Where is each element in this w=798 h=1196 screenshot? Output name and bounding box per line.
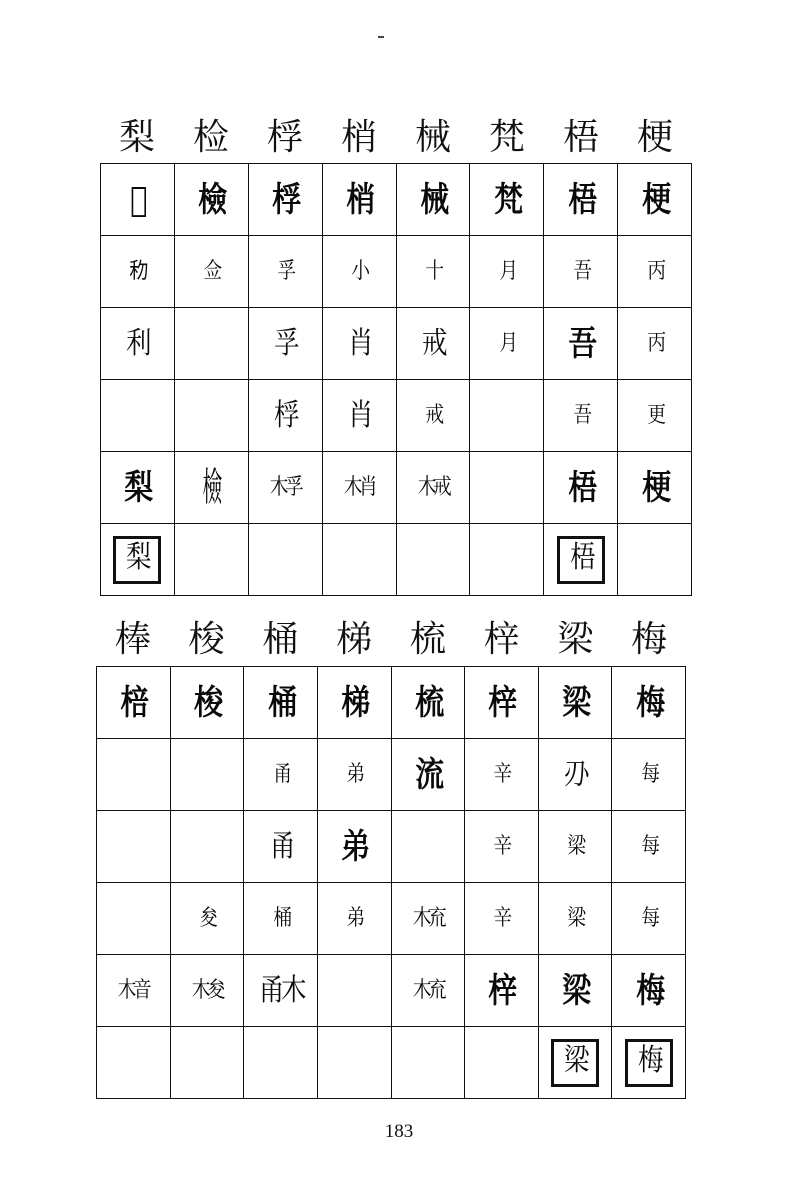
seal-glyph: 梭	[194, 682, 220, 723]
seal-glyph: 梁	[567, 833, 583, 859]
glyph-cell	[544, 452, 618, 524]
seal-glyph: 月	[499, 258, 515, 284]
seal-glyph: 佥	[203, 258, 219, 284]
glyph-cell	[391, 1027, 465, 1099]
header-char: 梵	[488, 117, 525, 158]
glyph-cell	[97, 667, 171, 739]
seal-glyph: 丙	[646, 330, 663, 356]
header-char: 梗	[636, 117, 673, 158]
seal-glyph: 吾	[567, 323, 594, 364]
seal-glyph: 木㐬	[412, 977, 444, 1003]
seal-glyph: 每	[641, 833, 657, 859]
header-char: 桴	[266, 117, 303, 158]
glyph-cell	[396, 524, 470, 596]
glyph-cell	[317, 883, 391, 955]
seal-glyph: 桴	[272, 179, 298, 220]
seal-glyph: 小	[351, 258, 367, 284]
section2-glyph-table	[96, 666, 686, 1099]
glyph-cell	[618, 452, 692, 524]
glyph-cell	[618, 308, 692, 380]
glyph-cell	[618, 164, 692, 236]
seal-glyph: 吾	[573, 402, 589, 428]
seal-glyph: 桴	[274, 397, 297, 433]
glyph-cell	[544, 308, 618, 380]
glyph-cell	[174, 452, 248, 524]
glyph-cell	[248, 380, 322, 452]
section2-header	[96, 618, 686, 662]
table-row	[97, 739, 686, 811]
glyph-cell	[470, 380, 544, 452]
glyph-cell	[465, 739, 539, 811]
header-char: 梁	[557, 619, 594, 660]
section1-header	[100, 116, 692, 160]
glyph-cell	[391, 811, 465, 883]
seal-glyph: 月	[499, 330, 515, 356]
glyph-cell	[317, 811, 391, 883]
seal-glyph: 木夋	[191, 977, 223, 1003]
glyph-cell	[396, 380, 470, 452]
seal-glyph: 桶	[267, 682, 294, 723]
seal-glyph: 肖	[348, 397, 371, 433]
seal-glyph: 戒	[425, 402, 441, 428]
header-char: 检	[192, 117, 229, 158]
glyph-cell	[465, 955, 539, 1027]
glyph-cell	[244, 667, 318, 739]
scan-mark	[378, 36, 384, 38]
seal-glyph: 械	[420, 179, 446, 220]
glyph-cell	[97, 811, 171, 883]
seal-glyph: 每	[641, 761, 657, 787]
glyph-cell	[244, 739, 318, 811]
seal-stamp-icon	[557, 536, 605, 584]
glyph-cell	[618, 236, 692, 308]
glyph-cell	[244, 883, 318, 955]
glyph-cell	[170, 667, 244, 739]
header-char: 梢	[340, 117, 377, 158]
glyph-cell	[317, 955, 391, 1027]
header-char: 梓	[483, 619, 520, 660]
seal-glyph: 梯	[341, 682, 367, 723]
glyph-cell	[544, 164, 618, 236]
table-row	[101, 452, 692, 524]
glyph-cell	[612, 1027, 686, 1099]
seal-glyph: 梧	[567, 179, 594, 220]
glyph-cell	[612, 667, 686, 739]
seal-glyph: 檢	[198, 179, 225, 220]
glyph-cell	[317, 1027, 391, 1099]
glyph-cell	[322, 452, 396, 524]
seal-glyph: 弟	[346, 905, 362, 931]
seal-stamp-icon	[625, 1039, 673, 1087]
header-char: 梯	[336, 619, 373, 660]
glyph-cell	[322, 524, 396, 596]
table-row	[101, 524, 692, 596]
glyph-cell	[248, 524, 322, 596]
header-char: 梳	[409, 619, 446, 660]
glyph-cell	[538, 1027, 612, 1099]
glyph-cell	[538, 811, 612, 883]
seal-glyph: 弟	[346, 761, 362, 787]
section1-glyph-table	[100, 163, 692, 596]
seal-glyph: 梗	[641, 467, 668, 508]
seal-glyph: 梁	[562, 970, 588, 1011]
seal-glyph: 弟	[341, 826, 367, 867]
seal-glyph: 梨	[124, 467, 151, 508]
glyph-cell	[396, 236, 470, 308]
glyph-cell	[170, 955, 244, 1027]
table-row	[97, 883, 686, 955]
glyph-cell	[101, 524, 175, 596]
glyph-cell	[538, 739, 612, 811]
glyph-cell	[612, 739, 686, 811]
seal-glyph: 梧	[569, 539, 592, 575]
seal-glyph: 𣓮	[130, 179, 145, 220]
glyph-cell	[97, 739, 171, 811]
glyph-cell	[618, 524, 692, 596]
glyph-cell	[248, 164, 322, 236]
seal-glyph: 棓	[120, 682, 147, 723]
glyph-cell	[170, 811, 244, 883]
glyph-cell	[244, 1027, 318, 1099]
page-number: 183	[384, 1121, 414, 1142]
seal-glyph: 十	[425, 258, 441, 284]
table-row	[101, 380, 692, 452]
glyph-cell	[544, 236, 618, 308]
glyph-cell	[544, 380, 618, 452]
glyph-cell	[170, 1027, 244, 1099]
glyph-cell	[396, 308, 470, 380]
glyph-cell	[396, 452, 470, 524]
seal-glyph: 孚	[274, 325, 297, 361]
seal-glyph: 梧	[567, 467, 594, 508]
seal-glyph: 梓	[488, 970, 515, 1011]
glyph-cell	[612, 883, 686, 955]
glyph-cell	[317, 667, 391, 739]
seal-glyph: 辛	[493, 833, 510, 859]
seal-glyph: 辛	[493, 761, 510, 787]
seal-glyph: 戒	[421, 325, 444, 361]
glyph-cell	[391, 883, 465, 955]
glyph-cell	[544, 524, 618, 596]
header-char: 械	[414, 117, 451, 158]
glyph-cell	[174, 164, 248, 236]
seal-glyph: 梓	[488, 682, 515, 723]
glyph-cell	[97, 955, 171, 1027]
seal-glyph: 木肖	[343, 474, 375, 500]
glyph-cell	[317, 739, 391, 811]
glyph-cell	[322, 236, 396, 308]
seal-glyph: 木㐬	[412, 905, 444, 931]
seal-glyph: 梅	[637, 1042, 660, 1078]
seal-glyph: 𥝢	[129, 258, 146, 284]
seal-glyph: 梁	[567, 905, 583, 931]
table-row	[97, 667, 686, 739]
glyph-cell	[470, 164, 544, 236]
glyph-cell	[465, 667, 539, 739]
glyph-cell	[101, 452, 175, 524]
seal-glyph: 甬	[272, 761, 289, 787]
glyph-cell	[244, 955, 318, 1027]
seal-glyph: 檢	[202, 463, 220, 510]
glyph-cell	[174, 236, 248, 308]
seal-glyph: 梁	[564, 1042, 587, 1078]
seal-glyph: 梨	[126, 539, 149, 575]
glyph-cell	[391, 667, 465, 739]
glyph-cell	[170, 739, 244, 811]
header-char: 梭	[188, 619, 225, 660]
glyph-cell	[391, 739, 465, 811]
seal-glyph: 肖	[348, 325, 371, 361]
glyph-cell	[470, 524, 544, 596]
header-char: 梧	[562, 117, 599, 158]
seal-glyph: 甬	[269, 828, 292, 864]
table-row	[97, 1027, 686, 1099]
seal-glyph: 吾	[573, 258, 589, 284]
glyph-cell	[396, 164, 470, 236]
glyph-cell	[538, 883, 612, 955]
seal-glyph: 每	[641, 905, 657, 931]
glyph-cell	[174, 380, 248, 452]
glyph-cell	[97, 1027, 171, 1099]
glyph-cell	[101, 164, 175, 236]
header-char: 桶	[262, 619, 299, 660]
seal-glyph: 夋	[199, 905, 215, 931]
glyph-cell	[248, 452, 322, 524]
seal-glyph: 梳	[415, 682, 441, 723]
glyph-cell	[465, 811, 539, 883]
glyph-cell	[101, 380, 175, 452]
seal-glyph: 木孚	[269, 474, 301, 500]
table-row	[101, 308, 692, 380]
seal-glyph: 梗	[641, 179, 668, 220]
seal-glyph: 丙	[646, 258, 663, 284]
glyph-cell	[322, 308, 396, 380]
glyph-cell	[612, 955, 686, 1027]
table-row	[97, 955, 686, 1027]
glyph-cell	[538, 955, 612, 1027]
seal-glyph: 刅	[564, 756, 587, 792]
seal-glyph: 甬木	[258, 972, 303, 1008]
seal-glyph: 梁	[562, 682, 588, 723]
seal-glyph: 更	[646, 402, 663, 428]
glyph-cell	[170, 883, 244, 955]
seal-stamp-icon	[551, 1039, 599, 1087]
table-row	[101, 164, 692, 236]
seal-stamp-icon	[113, 536, 161, 584]
seal-glyph: 桶	[272, 905, 289, 931]
seal-glyph: 梅	[635, 682, 662, 723]
seal-glyph: 梢	[346, 179, 372, 220]
seal-glyph: 孚	[277, 258, 293, 284]
seal-glyph: 辛	[493, 905, 510, 931]
glyph-cell	[322, 380, 396, 452]
glyph-cell	[391, 955, 465, 1027]
glyph-cell	[248, 308, 322, 380]
seal-glyph: 木音	[117, 977, 149, 1003]
glyph-cell	[470, 452, 544, 524]
glyph-cell	[612, 811, 686, 883]
glyph-cell	[322, 164, 396, 236]
glyph-cell	[618, 380, 692, 452]
table-row	[97, 811, 686, 883]
glyph-cell	[465, 883, 539, 955]
glyph-cell	[470, 236, 544, 308]
glyph-cell	[465, 1027, 539, 1099]
seal-glyph: 梵	[494, 179, 520, 220]
header-char: 梨	[118, 117, 155, 158]
seal-glyph: 利	[126, 325, 149, 361]
glyph-cell	[101, 236, 175, 308]
table-row	[101, 236, 692, 308]
glyph-cell	[470, 308, 544, 380]
glyph-cell	[174, 308, 248, 380]
glyph-cell	[97, 883, 171, 955]
seal-glyph: 流	[415, 754, 441, 795]
glyph-cell	[248, 236, 322, 308]
header-char: 棒	[114, 619, 151, 660]
glyph-cell	[538, 667, 612, 739]
glyph-cell	[101, 308, 175, 380]
header-char: 梅	[631, 619, 668, 660]
seal-glyph: 梅	[635, 970, 662, 1011]
glyph-cell	[244, 811, 318, 883]
seal-glyph: 木戒	[417, 474, 449, 500]
glyph-cell	[174, 524, 248, 596]
